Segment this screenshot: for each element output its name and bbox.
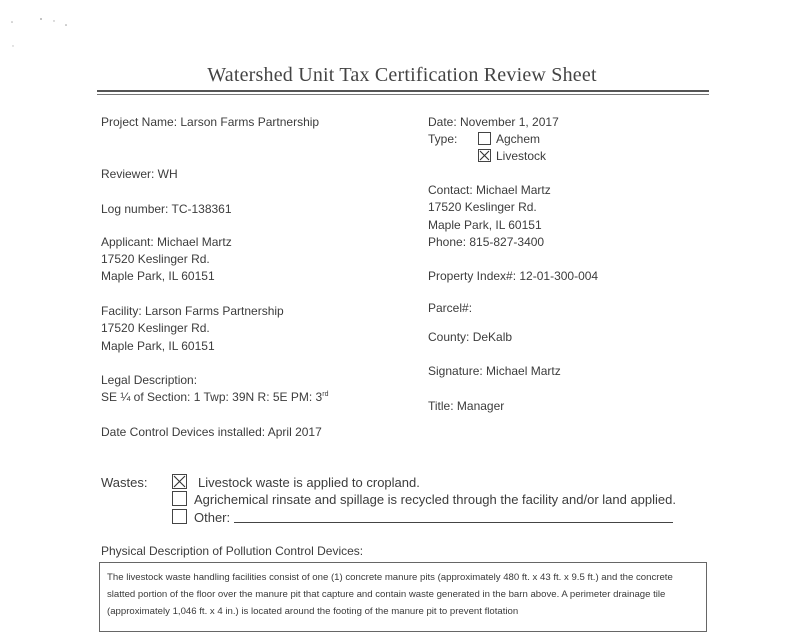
facility-city: Maple Park, IL 60151: [101, 339, 215, 353]
property-index: Property Index#: 12-01-300-004: [428, 269, 599, 283]
type-agchem-label: Agchem: [496, 132, 541, 146]
waste-livestock-checkbox[interactable]: [172, 474, 187, 489]
project-name: Project Name: Larson Farms Partnership: [101, 115, 320, 129]
waste-other-checkbox[interactable]: [172, 509, 187, 524]
review-date: Date: November 1, 2017: [428, 115, 559, 129]
date-installed: Date Control Devices installed: April 2017: [101, 425, 322, 439]
type-label: Type:: [428, 132, 458, 146]
type-agchem-checkbox[interactable]: [478, 132, 491, 145]
county: County: DeKalb: [428, 330, 513, 344]
signature: Signature: Michael Martz: [428, 364, 561, 378]
log-number: Log number: TC-138361: [101, 202, 232, 216]
legal-description-suffix: rd: [322, 391, 329, 398]
title-rule-thick: [97, 90, 709, 92]
applicant-street: 17520 Keslinger Rd.: [101, 252, 210, 266]
waste-agrichemical-label: Agrichemical rinsate and spillage is recycled through the facility and/or land applied.: [194, 492, 676, 507]
check-x-icon: [173, 475, 186, 488]
type-livestock-label: Livestock: [496, 149, 547, 163]
scan-specks: [8, 12, 78, 52]
check-x-icon: [479, 150, 490, 161]
physical-description-text: The livestock waste handling facilities consist of one (1) concrete manure pits (approximately 480 ft. x 43 ft. x 9.5 ft.) and the concrete slatted portion of the floor over the manure pit that capture and contain waste generated in the barn above. A perimeter drainage tile (approximately 1,046 ft. x 4 in.) is located around the footing of the manure pit to prevent flotation: [107, 572, 673, 617]
legal-description-label: Legal Description:: [101, 373, 198, 387]
parcel-number: Parcel#:: [428, 301, 473, 315]
legal-description-text: SE ¼ of Section: 1 Twp: 39N R: 5E PM: 3: [101, 390, 323, 404]
facility-name: Facility: Larson Farms Partnership: [101, 304, 284, 318]
waste-agrichemical-checkbox[interactable]: [172, 491, 187, 506]
title-rule-thin: [97, 94, 709, 95]
facility-street: 17520 Keslinger Rd.: [101, 321, 210, 335]
legal-description-value: [101, 389, 328, 406]
contact-name: Contact: Michael Martz: [428, 183, 551, 197]
document-title: Watershed Unit Tax Certification Review Sheet: [207, 64, 597, 86]
contact-city: Maple Park, IL 60151: [428, 218, 542, 232]
waste-livestock-label: Livestock waste is applied to cropland.: [198, 475, 420, 490]
contact-street: 17520 Keslinger Rd.: [428, 200, 537, 214]
type-livestock-checkbox[interactable]: [478, 149, 491, 162]
applicant-name: Applicant: Michael Martz: [101, 235, 232, 249]
waste-other-field[interactable]: [234, 522, 673, 523]
waste-other-label: Other:: [194, 510, 231, 525]
title-field: Title: Manager: [428, 399, 505, 413]
contact-phone: Phone: 815-827-3400: [428, 235, 545, 249]
physical-description-heading: Physical Description of Pollution Control Devices:: [101, 544, 364, 558]
reviewer: Reviewer: WH: [101, 167, 178, 181]
applicant-city: Maple Park, IL 60151: [101, 269, 215, 283]
wastes-label: Wastes:: [101, 475, 148, 490]
